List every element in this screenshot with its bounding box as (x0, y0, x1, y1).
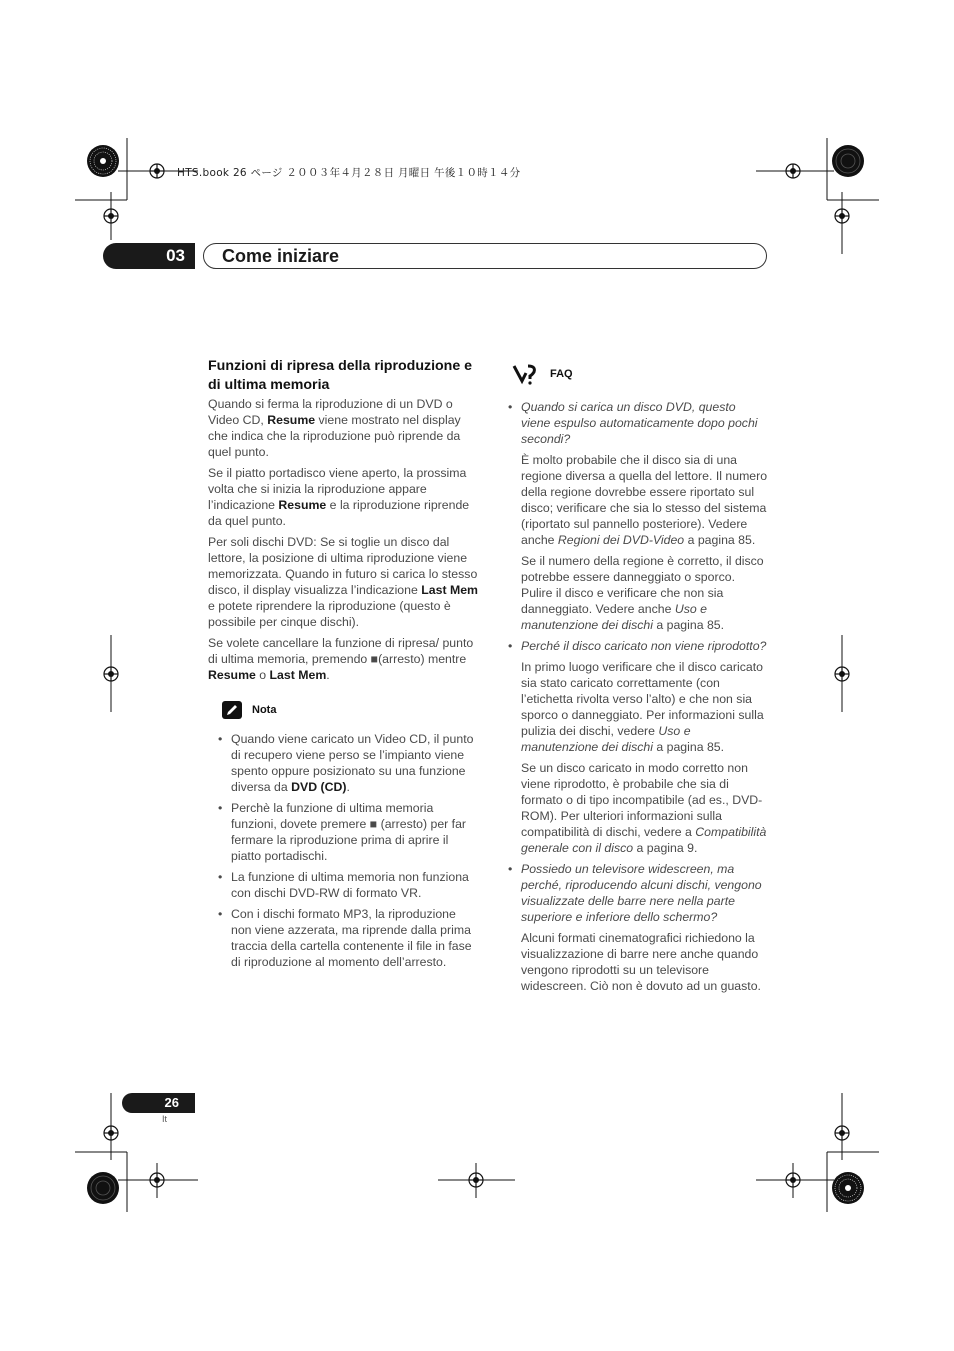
left-column (208, 357, 478, 975)
faq-question: • Quando si carica un disco DVD, questo viene espulso automaticamente dopo pochi secondi? (508, 399, 768, 447)
right-column (508, 363, 768, 999)
faq-answer (508, 452, 768, 548)
reference-link-text: Uso e manutenzione dei dischi (521, 724, 691, 754)
faq-label: FAQ (550, 368, 573, 380)
list-item: • Perchè la funzione di ultima memoria funzioni, dovete premere ■ (arresto) per far fermare la riproduzione prima di aprire il piatto portadischi. (208, 800, 478, 864)
text: a pagina 85. (652, 740, 725, 754)
paragraph-resume (208, 396, 478, 460)
text: a pagina 85. (684, 533, 756, 547)
note-header (222, 701, 478, 719)
note-list (208, 731, 478, 970)
paragraph-cancel (208, 635, 478, 683)
faq-list (508, 861, 768, 925)
text: e la riproduzione riprende da quel punto. (208, 498, 470, 528)
text: Se il numero della regione è corretto, il disco potrebbe essere danneggiato o sporco. Pulire il disco e verificare che non sia danneggiato. Vedere anche (521, 554, 764, 616)
text: Quando viene caricato un Video CD, il punto di recupero viene perso se l’impianto viene spento oppure posizionato su una funzione diversa da (231, 732, 474, 794)
text: a pagina 9. (633, 841, 698, 855)
faq-question: • Possiedo un televisore widescreen, ma perché, riproducendo alcuni dischi, vengono visualizzate delle barre nere nella parte superiore e inferiore dello schermo? (508, 861, 768, 925)
page-number-badge: 26 (122, 1093, 195, 1113)
reference-link-text: Compatibilità generale con il disco (521, 825, 767, 855)
pencil-icon (222, 701, 242, 719)
section-heading: Funzioni di ripresa della riproduzione e di ultima memoria (208, 358, 473, 393)
faq-answer (508, 760, 768, 856)
keyword-last-mem: Last Mem (269, 668, 327, 682)
list-item: • Con i dischi formato MP3, la riproduzione non viene azzerata, ma riprende dalla prima traccia della cartella contenente il file in fase di riproduzione al momento dell’arresto. (208, 906, 478, 970)
chapter-number-badge: 03 (103, 243, 195, 269)
faq-answer: Alcuni formati cinematografici richiedono la visualizzazione di barre nere anche quando vengono riprodotti su un televisore widescreen. Ciò non è dovuto ad un guasto. (521, 931, 761, 993)
chapter-title: Come iniziare (222, 246, 340, 266)
book-header-info: HTS.book 26 ページ ２００３年４月２８日 月曜日 午後１０時１４分 (177, 167, 521, 179)
keyword-resume: Resume (278, 498, 327, 512)
list-item (208, 731, 478, 795)
keyword-resume: Resume (267, 413, 316, 427)
faq-list (508, 399, 768, 447)
faq-list (508, 638, 768, 654)
keyword-resume: Resume (208, 668, 256, 682)
text: In primo luogo verificare che il disco caricato sia stato caricato correttamente (con l’etichetta rivolta verso l’alto) e che non sia sporco o danneggiato. Per informazioni sulla pulizia dei dischi, vedere (521, 660, 764, 738)
text: Se volete cancellare la funzione di ripresa/ punto di ultima memoria, premendo ■(arresto) mentre (208, 636, 474, 666)
text: Se il piatto portadisco viene aperto, la prossima volta che si inizia la riproduzione appare l’indicazione (208, 466, 467, 512)
faq-answer (508, 659, 768, 755)
text: . (326, 668, 330, 682)
paragraph-last-mem (208, 534, 478, 630)
text: viene mostrato nel display che indica che la riproduzione può riprende da quel punto. (208, 413, 461, 459)
text: Quando si ferma la riproduzione di un DVD o Video CD, (208, 397, 453, 427)
faq-answer (508, 553, 768, 633)
paragraph-tray (208, 465, 478, 529)
reference-link-text: Regioni dei DVD-Video (557, 533, 685, 547)
text: o (255, 668, 270, 682)
faq-header (512, 363, 768, 385)
list-item: • La funzione di ultima memoria non funziona con dischi DVD-RW di formato VR. (208, 869, 478, 901)
text: Per soli dischi DVD: Se si toglie un disco dal lettore, la posizione di ultima riproduzione viene memorizzata. Quando in futuro si carica lo stesso disco, il display visualizza l’indicazione (208, 535, 478, 597)
text: Se un disco caricato in modo corretto non viene riprodotto, è probabile che sia di formato o di tipo incompatibile (ad es., DVD-ROM). Per ulteriori informazioni sulla compatibilità di dischi, vedere a (521, 761, 763, 839)
language-code: It (162, 1114, 168, 1124)
note-label: Nota (252, 704, 277, 716)
keyword-last-mem: Last Mem (421, 583, 478, 597)
text: . (346, 780, 350, 794)
text: a pagina 85. (652, 618, 725, 632)
faq-question: • Perché il disco caricato non viene riprodotto? (508, 638, 768, 654)
text: e potete riprendere la riproduzione (questo è possibile per cinque dischi). (208, 599, 451, 629)
reference-link-text: Uso e manutenzione dei dischi (521, 602, 707, 632)
keyword-dvd-cd: DVD (CD) (291, 780, 347, 794)
faq-question-icon (512, 363, 538, 385)
text: È molto probabile che il disco sia di una regione diversa a quella del lettore. Il numero della regione dovrebbe essere riportato sul disco; verificare che sia lo stesso del sistema (riportato sul pannello posteriore). Vedere anche (521, 453, 768, 547)
